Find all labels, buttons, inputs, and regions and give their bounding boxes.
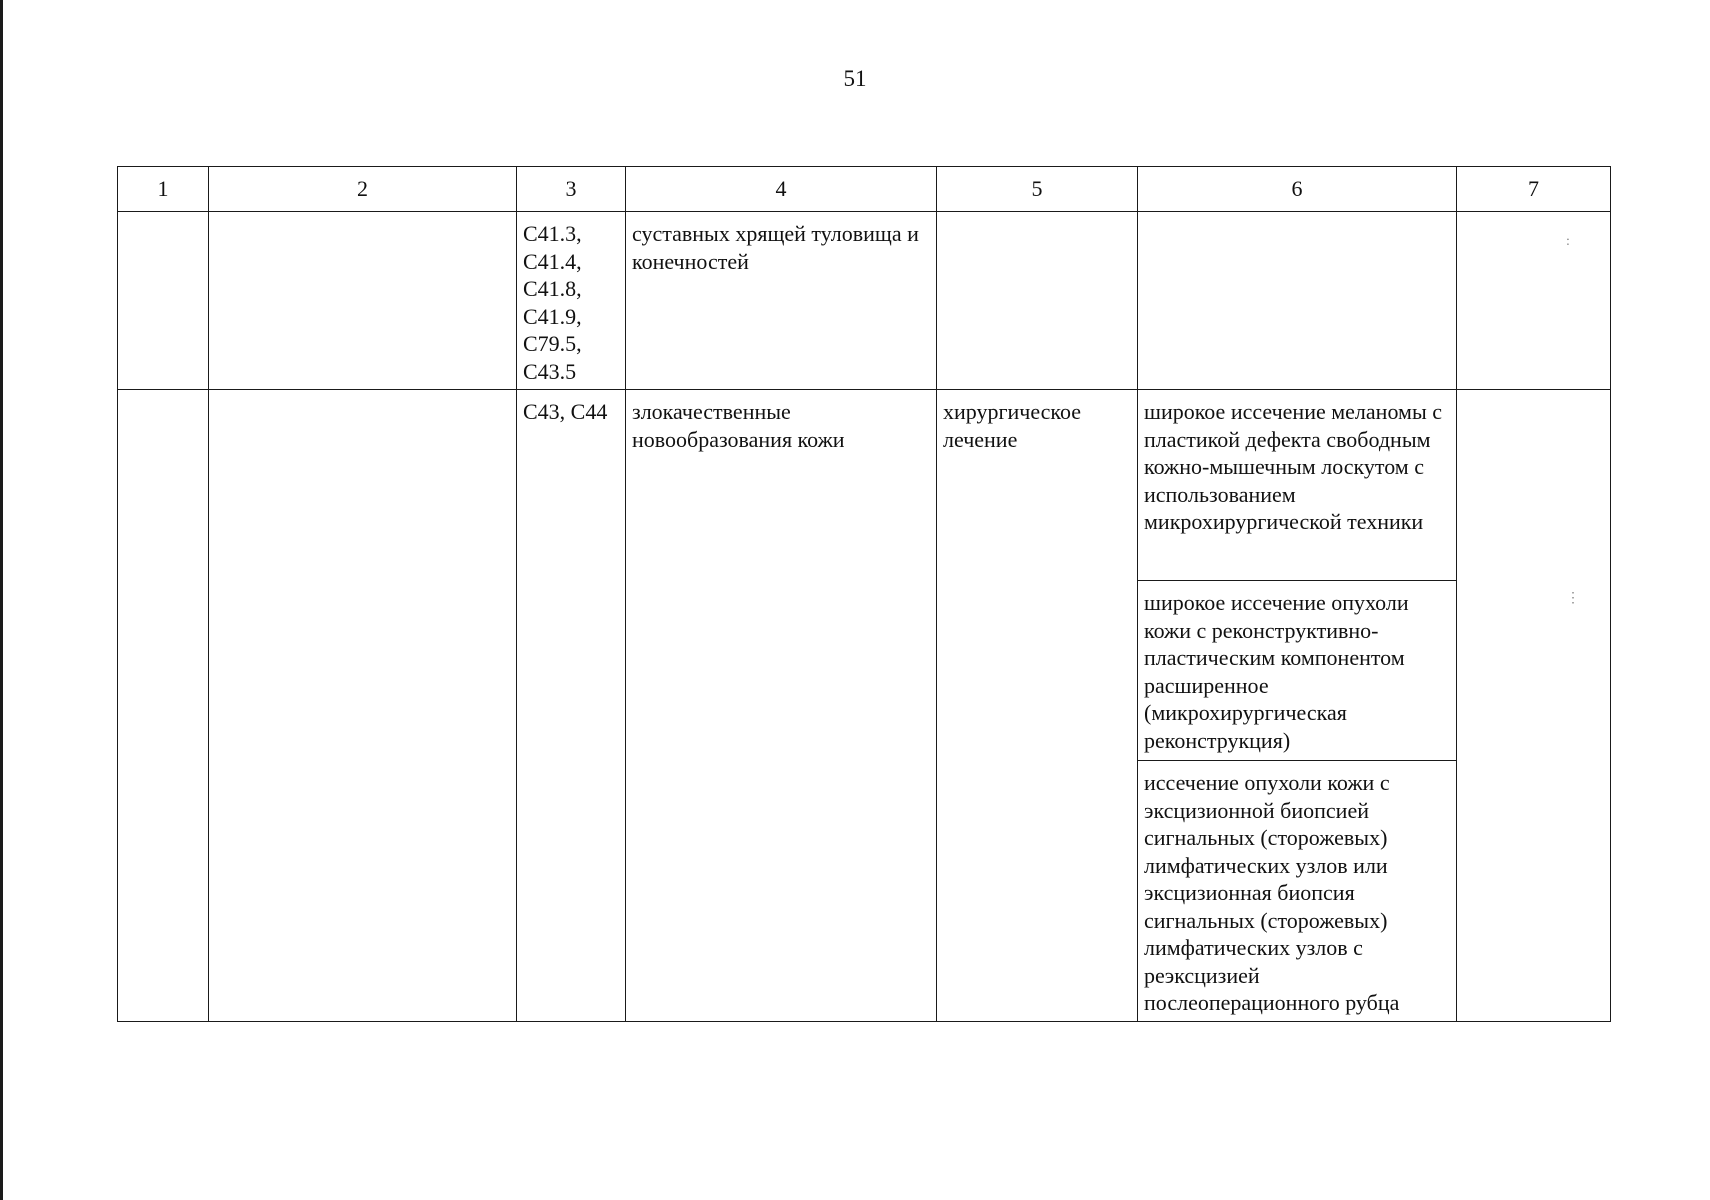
row1-codes	[517, 212, 626, 390]
procedures-table	[117, 166, 1611, 1022]
page-number: 51	[843, 66, 867, 91]
code-line: C43.5	[523, 358, 577, 384]
row1-treatment	[937, 212, 1138, 390]
row2-method-3: иссечение опухоли кожи с эксцизионной биопсией сигнальных (сторожевых) лимфатических узлов или эксцизионная биопсия сигнальных (сторожевых) лимфатических узлов с реэксцизией послеоперационного рубца	[1138, 761, 1457, 1022]
row2-codes: C43, C44	[517, 390, 626, 1022]
header-col-3: 3	[517, 167, 626, 212]
row2-method-1: широкое иссечение меланомы с пластикой дефекта свободным кожно-мышечным лоскутом с использованием микрохирургической техники	[1138, 390, 1457, 581]
row1-method	[1138, 212, 1457, 390]
header-col-2: 2	[209, 167, 517, 212]
row2-disease: злокачественные новообразования кожи	[626, 390, 937, 1022]
scan-speck: :	[1566, 234, 1570, 249]
header-col-4: 4	[626, 167, 937, 212]
code-line: C41.4,	[523, 248, 582, 274]
table-row	[118, 390, 1611, 581]
row2-col1	[118, 390, 209, 1022]
row2-col2	[209, 390, 517, 1022]
code-line: C41.9,	[523, 303, 582, 329]
header-col-1: 1	[118, 167, 209, 212]
row1-col2	[209, 212, 517, 390]
header-col-7: 7	[1457, 167, 1611, 212]
row2-col7	[1457, 390, 1611, 1022]
table-row	[118, 212, 1611, 390]
header-col-5: 5	[937, 167, 1138, 212]
header-row	[118, 167, 1611, 212]
scan-left-edge	[0, 0, 3, 1200]
row2-treatment: хирургическое лечение	[937, 390, 1138, 1022]
header-col-6: 6	[1138, 167, 1457, 212]
code-line: C41.8,	[523, 276, 582, 301]
row1-disease: суставных хрящей туловища и конечностей	[626, 212, 937, 390]
row1-col1	[118, 212, 209, 390]
code-line: C41.3,	[523, 221, 582, 246]
code-line: C79.5,	[523, 331, 582, 356]
scan-speck: ⋮	[1566, 591, 1580, 606]
row2-method-2: широкое иссечение опухоли кожи с реконструктивно-пластическим компонентом расширенное (микрохирургическая реконструкция)	[1138, 581, 1457, 761]
row1-col7	[1457, 212, 1611, 390]
